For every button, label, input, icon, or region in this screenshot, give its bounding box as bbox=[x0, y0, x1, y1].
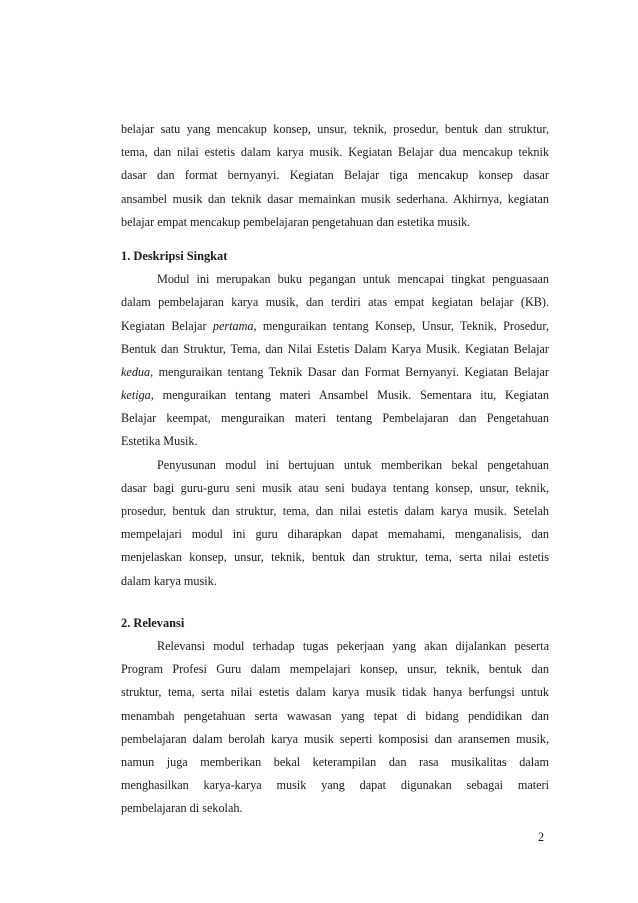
text-line: mempelajari modul ini guru diharapkan dapat memahami, menganalisis, dan bbox=[121, 527, 549, 542]
text-line: Modul ini merupakan buku pegangan untuk mencapai tingkat penguasaan bbox=[157, 272, 549, 287]
text-line: ansambel musik dan teknik dasar memainkan musik sederhana. Akhirnya, kegiatan bbox=[121, 191, 549, 206]
text-line: dalam karya musik. bbox=[121, 573, 217, 588]
text-line: dasar dan format bernyanyi. Kegiatan Belajar tiga mencakup konsep dasar bbox=[121, 168, 549, 183]
text-run: , menguraikan tentang Konsep, Unsur, Teknik, Prosedur, bbox=[253, 318, 549, 333]
text-line: Belajar keempat, menguraikan materi tentang Pembelajaran dan Pengetahuan bbox=[121, 411, 549, 426]
text-line: pembelajaran dalam berolah karya musik seperti komposisi dan aransemen musik, bbox=[121, 731, 549, 746]
text-line: Estetika Musik. bbox=[121, 434, 198, 449]
text-run: , menguraikan tentang Teknik Dasar dan Format Bernyanyi. Kegiatan Belajar bbox=[150, 364, 549, 379]
text-line: dalam pembelajaran karya musik, dan terdiri atas empat kegiatan belajar (KB). bbox=[121, 295, 549, 310]
text-line: belajar empat mencakup pembelajaran pengetahuan dan estetika musik. bbox=[121, 214, 471, 229]
emphasis-text: ketiga bbox=[121, 388, 151, 403]
text-line: struktur, tema, serta nilai estetis dalam karya musik tidak hanya berfungsi untuk bbox=[121, 685, 549, 700]
text-line: namun juga memberikan bekal keterampilan dan rasa musikalitas dalam bbox=[121, 754, 549, 769]
text-line: belajar satu yang mencakup konsep, unsur, teknik, prosedur, bentuk dan struktur, bbox=[121, 122, 549, 136]
text-line: menghasilkan karya-karya musik yang dapat digunakan sebagai materi bbox=[121, 778, 549, 793]
intro-paragraph bbox=[121, 118, 549, 234]
text-line: Penyusunan modul ini bertujuan untuk memberikan bekal pengetahuan bbox=[157, 457, 549, 472]
page-number: 2 bbox=[538, 830, 545, 844]
text-line: Bentuk dan Struktur, Tema, dan Nilai Estetis Dalam Karya Musik. Kegiatan Belajar bbox=[121, 341, 549, 356]
text-line: pembelajaran di sekolah. bbox=[121, 801, 243, 816]
text-line: Program Profesi Guru dalam mempelajari konsep, unsur, teknik, bentuk dan bbox=[121, 662, 549, 677]
deskripsi-paragraph-1 bbox=[121, 268, 549, 454]
text-line: dasar bagi guru-guru seni musik atau seni budaya tentang konsep, unsur, teknik, bbox=[121, 480, 549, 495]
relevansi-paragraph bbox=[121, 635, 549, 821]
document-page bbox=[121, 118, 549, 820]
text-line bbox=[121, 384, 549, 407]
text-run: Kegiatan Belajar bbox=[121, 318, 213, 333]
section-heading-relevansi: 2. Relevansi bbox=[121, 615, 185, 630]
text-line bbox=[121, 361, 549, 384]
section-heading-deskripsi: 1. Deskripsi Singkat bbox=[121, 248, 228, 263]
deskripsi-paragraph-2 bbox=[121, 454, 549, 593]
text-line: Relevansi modul terhadap tugas pekerjaan yang akan dijalankan peserta bbox=[157, 638, 549, 653]
text-line: prosedur, bentuk dan struktur, tema, dan nilai estetis dalam karya musik. Setelah bbox=[121, 504, 549, 518]
text-line: menambah pengetahuan serta wawasan yang tepat di bidang pendidikan dan bbox=[121, 708, 549, 723]
text-line bbox=[121, 315, 549, 338]
text-line: menjelaskan konsep, unsur, teknik, bentuk dan struktur, tema, serta nilai estetis bbox=[121, 550, 549, 565]
text-run: , menguraikan tentang materi Ansambel Musik. Sementara itu, Kegiatan bbox=[150, 388, 549, 403]
text-line: tema, dan nilai estetis dalam karya musik. Kegiatan Belajar dua mencakup teknik bbox=[121, 145, 549, 160]
emphasis-text: kedua bbox=[121, 364, 151, 379]
emphasis-text: pertama bbox=[212, 318, 254, 333]
